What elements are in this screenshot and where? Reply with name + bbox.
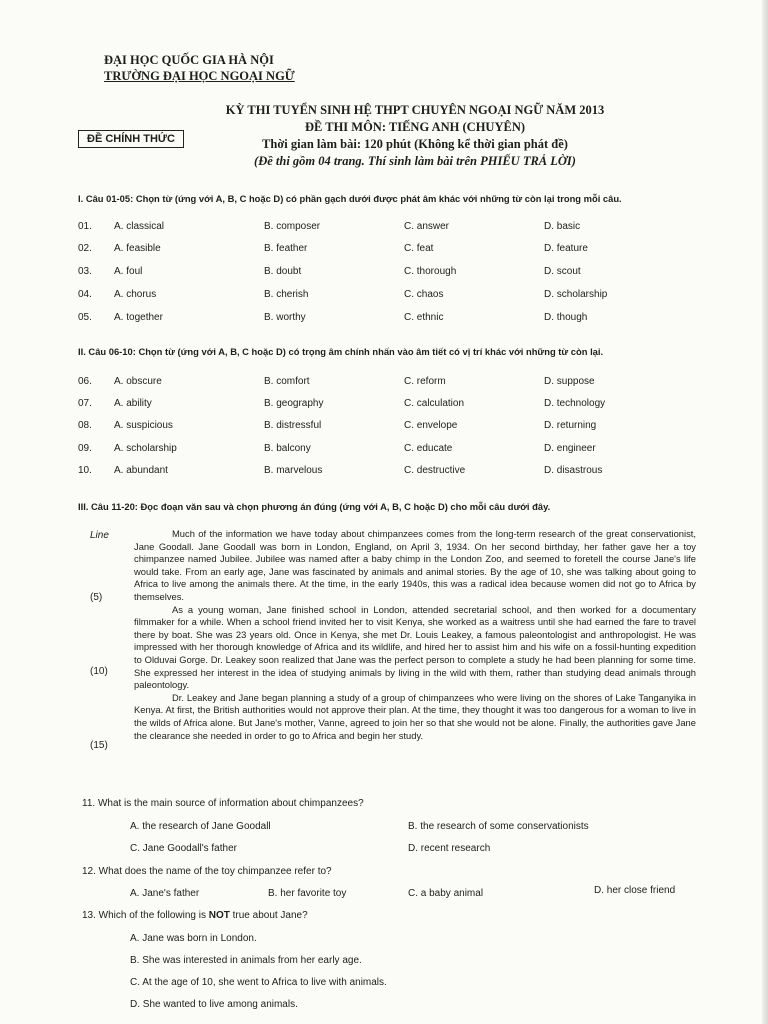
question-row bbox=[78, 376, 698, 392]
option-a: A. the research of Jane Goodall bbox=[130, 821, 271, 832]
question-row bbox=[78, 289, 698, 305]
option-b: B. her favorite toy bbox=[268, 888, 347, 899]
university-name: ĐẠI HỌC QUỐC GIA HÀ NỘI bbox=[104, 53, 274, 67]
question-11: 11. What is the main source of information about chimpanzees? bbox=[82, 798, 364, 809]
option-d: D. technology bbox=[544, 398, 606, 409]
option-c: C. a baby animal bbox=[408, 888, 484, 899]
question-row bbox=[78, 420, 698, 436]
exam-note: (Đề thi gồm 04 trang. Thí sinh làm bài trên PHIẾU TRẢ LỜI) bbox=[254, 154, 576, 168]
option-c: C. calculation bbox=[404, 398, 465, 409]
option-b: B. geography bbox=[264, 398, 324, 409]
question-number: 01. bbox=[78, 221, 92, 232]
passage-paragraph: Dr. Leakey and Jane began planning a study of a group of chimpanzees who were living on the shores of Lake Tanganyika in Kenya. At first, the British authorities would not approve their plan. At the time, they thought it was too dangerous for a woman to live in the wilds of Africa alone. But Jane's mother, Vanne, agreed to join her so that she would not be alone. Finally, the authorities gave Jane the clearance she needed in order to go to Africa and begin her study. bbox=[134, 691, 696, 741]
question-text: 13. Which of the following is bbox=[82, 910, 209, 921]
question-row bbox=[78, 465, 698, 481]
school-name: TRƯỜNG ĐẠI HỌC NGOẠI NGỮ bbox=[104, 69, 295, 83]
option-c: C. educate bbox=[404, 443, 453, 454]
option-c: C. Jane Goodall's father bbox=[130, 843, 237, 854]
option-c: C. At the age of 10, she went to Africa to live with animals. bbox=[130, 977, 387, 988]
option-a: A. Jane's father bbox=[130, 888, 200, 899]
exam-duration: Thời gian làm bài: 120 phút (Không kể thời gian phát đề) bbox=[262, 137, 568, 151]
option-b: B. comfort bbox=[264, 376, 310, 387]
option-b: B. She was interested in animals from her early age. bbox=[130, 955, 362, 966]
option-b: B. the research of some conservationists bbox=[408, 821, 589, 832]
option-b: B. feather bbox=[264, 243, 308, 254]
official-badge: ĐỀ CHÍNH THỨC bbox=[78, 130, 184, 148]
line-label: Line bbox=[90, 530, 109, 541]
option-d: D. her close friend bbox=[594, 885, 676, 896]
option-d: D. basic bbox=[544, 221, 581, 232]
option-c: C. destructive bbox=[404, 465, 466, 476]
reading-passage bbox=[134, 528, 696, 742]
line-mark: (5) bbox=[90, 592, 103, 603]
option-d: D. scout bbox=[544, 266, 581, 277]
question-number: 10. bbox=[78, 465, 92, 476]
option-d: D. recent research bbox=[408, 843, 491, 854]
exam-subject: ĐỀ THI MÔN: TIẾNG ANH (CHUYÊN) bbox=[304, 120, 526, 134]
line-mark: (15) bbox=[90, 740, 108, 751]
option-b: B. distressful bbox=[264, 420, 322, 431]
question-row bbox=[78, 312, 698, 328]
option-a: A. Jane was born in London. bbox=[130, 933, 257, 944]
option-a: A. classical bbox=[114, 221, 165, 232]
question-row bbox=[78, 243, 698, 259]
option-b: B. worthy bbox=[264, 312, 306, 323]
question-number: 09. bbox=[78, 443, 92, 454]
question-number: 06. bbox=[78, 376, 92, 387]
passage-paragraph: Much of the information we have today about chimpanzees comes from the long-term research of the great conservationist, Jane Goodall. Jane Goodall was born in London, England, on April 3, 1934. On her second birthday, her father gave her a toy chimpanzee named Jubilee. Jubilee was named after a baby chimp in the London Zoo, and seemed to foretell the course Jane's life would take. From an early age, Jane was fascinated by animals and animal stories. By the age of 10, she was talking about going to Africa to live among the animals there. At the time, in the early 1940s, this was a radical idea because women did not go to Africa by themselves. bbox=[134, 528, 696, 602]
option-d: D. returning bbox=[544, 420, 597, 431]
option-b: B. doubt bbox=[264, 266, 302, 277]
question-number: 08. bbox=[78, 420, 92, 431]
question-emphasis: NOT bbox=[208, 910, 230, 921]
option-c: C. answer bbox=[404, 221, 450, 232]
university-header bbox=[104, 52, 295, 84]
option-d: D. feature bbox=[544, 243, 588, 254]
option-c: C. ethnic bbox=[404, 312, 444, 323]
option-a: A. foul bbox=[114, 266, 143, 277]
section3-heading: III. Câu 11-20: Đọc đoạn văn sau và chọn phương án đúng (ứng với A, B, C hoặc D) cho mỗi câu dưới đây. bbox=[78, 501, 551, 512]
option-a: A. abundant bbox=[114, 465, 168, 476]
question-row bbox=[78, 443, 698, 459]
question-number: 05. bbox=[78, 312, 92, 323]
option-d: D. disastrous bbox=[544, 465, 603, 476]
question-12: 12. What does the name of the toy chimpanzee refer to? bbox=[82, 866, 332, 877]
option-c: C. reform bbox=[404, 376, 446, 387]
option-b: B. cherish bbox=[264, 289, 309, 300]
question-text: true about Jane? bbox=[229, 910, 308, 921]
option-c: C. thorough bbox=[404, 266, 457, 277]
option-b: B. balcony bbox=[264, 443, 311, 454]
option-d: D. though bbox=[544, 312, 588, 323]
option-d: D. She wanted to live among animals. bbox=[130, 999, 298, 1010]
section2-heading: II. Câu 06-10: Chọn từ (ứng với A, B, C hoặc D) có trọng âm chính nhấn vào âm tiết có vị trí khác với những từ còn lại. bbox=[78, 346, 604, 357]
page-edge bbox=[762, 0, 768, 1024]
option-c: C. chaos bbox=[404, 289, 444, 300]
option-b: B. marvelous bbox=[264, 465, 323, 476]
question-row bbox=[78, 266, 698, 282]
exam-title: KỲ THI TUYỂN SINH HỆ THPT CHUYÊN NGOẠI NGỮ NĂM 2013 bbox=[225, 103, 605, 117]
question-13 bbox=[82, 910, 308, 921]
option-a: A. chorus bbox=[114, 289, 157, 300]
option-a: A. ability bbox=[114, 398, 152, 409]
question-row bbox=[78, 221, 698, 237]
option-c: C. feat bbox=[404, 243, 434, 254]
option-a: A. feasible bbox=[114, 243, 161, 254]
line-mark: (10) bbox=[90, 666, 108, 677]
question-number: 07. bbox=[78, 398, 92, 409]
option-a: A. together bbox=[114, 312, 163, 323]
option-d: D. scholarship bbox=[544, 289, 608, 300]
question-number: 02. bbox=[78, 243, 92, 254]
option-d: D. engineer bbox=[544, 443, 596, 454]
option-d: D. suppose bbox=[544, 376, 595, 387]
question-number: 03. bbox=[78, 266, 92, 277]
passage-paragraph: As a young woman, Jane finished school in London, attended secretarial school, and then worked for a documentary filmmaker for a while. When a school friend invited her to visit Kenya, she worked as a waitress until she had earned the fare to travel there by boat. She was 23 years old. Once in Kenya, she met Dr. Louis Leakey, a famous paleontologist and anthropologist. He was impressed with her thorough knowledge of Africa and its wildlife, and hired her to assist him and his wife on a fossil-hunting expedition to Olduvai Gorge. Dr. Leakey soon realized that Jane was the perfect person to complete a study he had been planning for some time. She expressed her interest in the idea of studying animals by living in the wild with them, rather than studying dead animals through paleontology. bbox=[134, 603, 696, 691]
option-c: C. envelope bbox=[404, 420, 458, 431]
question-row bbox=[78, 398, 698, 414]
option-a: A. suspicious bbox=[114, 420, 173, 431]
question-number: 04. bbox=[78, 289, 92, 300]
option-b: B. composer bbox=[264, 221, 321, 232]
option-a: A. scholarship bbox=[114, 443, 177, 454]
section1-heading: I. Câu 01-05: Chọn từ (ứng với A, B, C hoặc D) có phần gạch dưới được phát âm khác với những từ còn lại trong mỗi câu. bbox=[78, 193, 622, 204]
option-a: A. obscure bbox=[114, 376, 162, 387]
